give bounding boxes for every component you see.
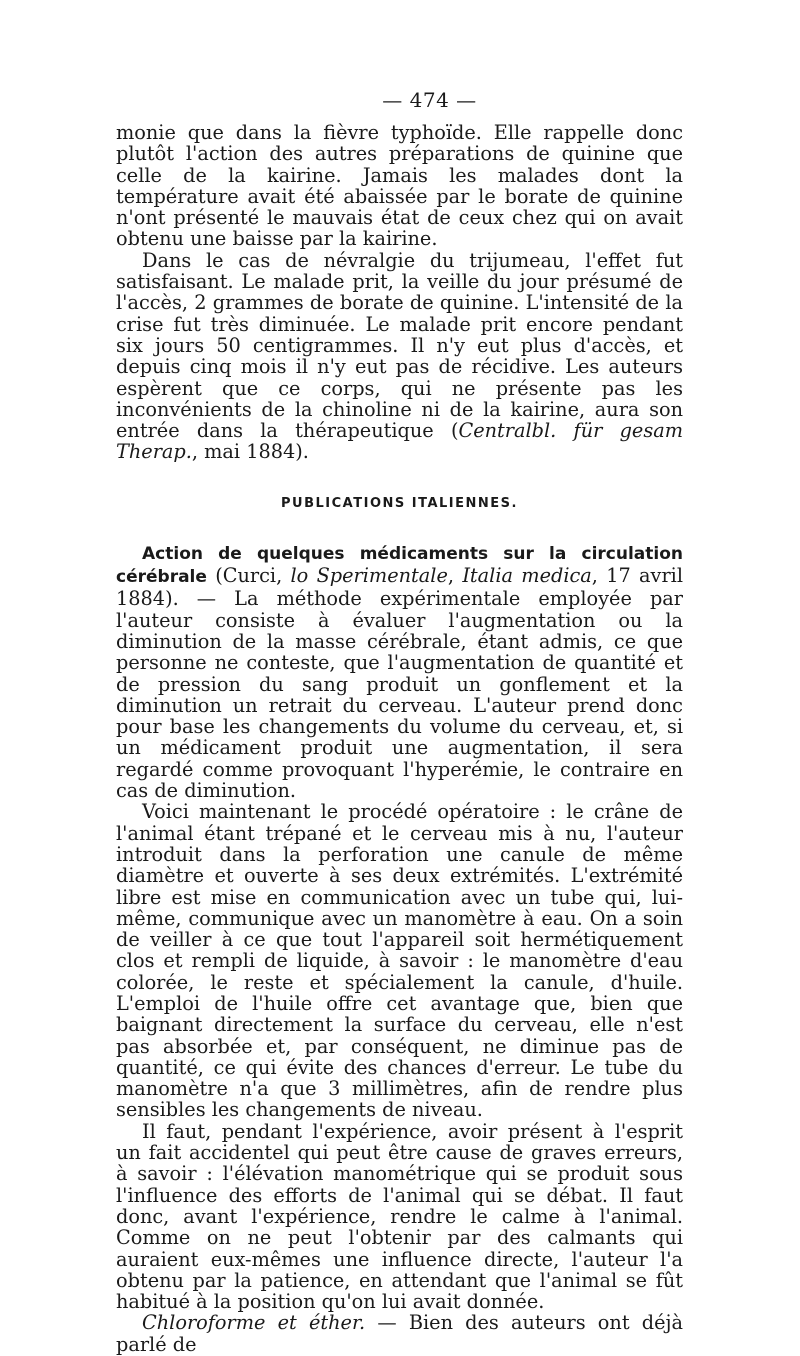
paragraph-chloroforme-text: — Bien des auteurs ont déjà parlé de	[116, 1311, 683, 1356]
document-page	[116, 88, 683, 1355]
subheading-chloroforme: Chloroforme et éther.	[142, 1311, 366, 1335]
citation-centralbl: Centralbl. für gesam Therap.	[116, 419, 683, 464]
citation-date: , mai 1884).	[191, 440, 309, 464]
paragraph-nevralgie-text: Dans le cas de névralgie du trijumeau, l'effet fut satisfaisant. Le malade prit, la veille du jour présumé de l'accès, 2 grammes de borate de quinine. L'intensité de la crise fut très diminuée. Le malade prit encore pendant six jours 50 centigrammes. Il n'y eut plus d'accès, et depuis cinq mois il n'y eut pas de récidive. Les auteurs espèrent que ce corps, qui ne présente pas les inconvénients de la chinoline ni de la kairine, aura son entrée dans la thérapeutique (	[116, 248, 683, 443]
paragraph-nevralgie	[116, 250, 683, 463]
paragraph-chloroforme	[116, 1312, 683, 1355]
paragraph-action-text: , 17 avril 1884). — La méthode expérimentale employée par l'auteur consiste à évaluer l'augmentation ou la diminution de la masse cérébrale, étant admis, ce que personne ne conteste, que l'augmentation de quantité et de pression du sang produit un gonflement et la diminution un retrait du cerveau. L'auteur prend donc pour base les changements du volume du cerveau, et, si un médicament produit une augmentation, il sera regardé comme provoquant l'hyperémie, le contraire en cas de diminution.	[116, 564, 683, 803]
source-open: (Curci,	[206, 564, 291, 588]
journal-sperimentale: lo Sperimentale	[290, 564, 448, 588]
paragraph-action-medicaments	[116, 542, 683, 802]
paragraph-continuation: monie que dans la fièvre typhoïde. Elle rappelle donc plutôt l'action des autres préparations de quinine que celle de la kairine. Jamais les malades dont la température avait été abaissée par le borate de quinine n'ont présenté le mauvais état de ceux chez qui on avait obtenu une baisse par la kairine.	[116, 121, 683, 251]
article-title: Action de quelques médicaments sur la circulation cérébrale	[116, 543, 683, 588]
source-separator: ,	[447, 564, 463, 588]
paragraph-procede: Voici maintenant le procédé opératoire : le crâne de l'animal étant trépané et le cerveau mis à nu, l'auteur introduit dans la perforation une canule de même diamètre et ouverte à ses deux extrémités. L'extrémité libre est mise en communication avec un tube qui, lui-même, communique avec un manomètre à eau. On a soin de veiller à ce que tout l'appareil soit hermétiquement clos et rempli de liquide, à savoir : le manomètre d'eau colorée, le reste et spécialement la canule, d'huile. L'emploi de l'huile offre cet avantage que, bien que baignant directement la surface du cerveau, elle n'est pas absorbée et, par conséquent, ne diminue pas de quantité, ce qui évite des chances d'erreur. Le tube du manomètre n'a que 3 millimètres, afin de rendre plus sensibles les changements de niveau.	[116, 800, 683, 1122]
page-number: — 474 —	[382, 88, 477, 112]
section-heading: PUBLICATIONS ITALIENNES.	[281, 495, 518, 511]
paragraph-experience: Il faut, pendant l'expérience, avoir présent à l'esprit un fait accidentel qui peut être cause de graves erreurs, à savoir : l'élévation manométrique qui se produit sous l'influence des efforts de l'animal qui se débat. Il faut donc, avant l'expérience, rendre le calme à l'animal. Comme on ne peut l'obtenir par des calmants qui auraient eux-mêmes une influence directe, l'auteur l'a obtenu par la patience, en attendant que l'animal se fût habitué à la position qu'on lui avait donnée.	[116, 1119, 683, 1314]
journal-italia-medica: Italia medica	[462, 564, 592, 588]
